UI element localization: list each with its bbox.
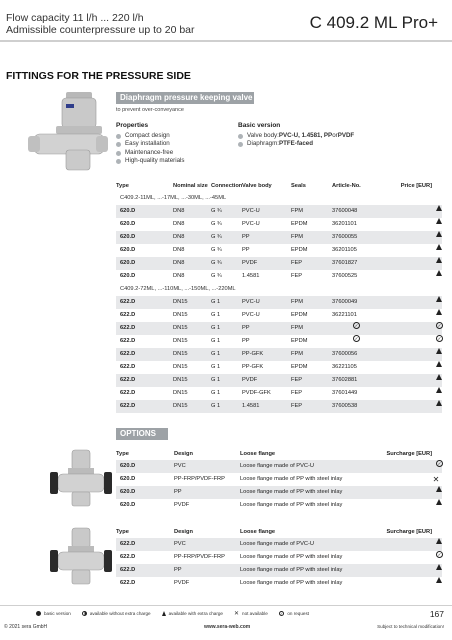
table-row: 622.D PP-FRP/PVDF-FRP Loose flange made of PP with steel inlay ✓ xyxy=(120,552,442,560)
table-row: 620.D PVC Loose flange made of PVC-U ✓ xyxy=(116,460,442,473)
half-circle-icon xyxy=(82,611,87,616)
table-row: 622.D PP Loose flange made of PP with steel inlay xyxy=(116,564,442,577)
website-link[interactable]: www.sera-web.com xyxy=(204,624,251,630)
basic-item: Valve body: PVC-U, 1.4581, PP or PVDF xyxy=(238,132,354,140)
legend-on-request: ✓ on request xyxy=(280,611,310,616)
properties-heading: Properties xyxy=(116,122,149,129)
valve-table xyxy=(116,180,442,413)
basic-version-list xyxy=(238,132,354,149)
table-row: 622.D DN15 G 1 PP FPM ✓ ✓ xyxy=(116,322,442,335)
table-row: 620.D PVDF Loose flange made of PP with steel inlay xyxy=(116,499,442,512)
table-row: 622.D PVC Loose flange made of PVC-U xyxy=(116,538,442,551)
diaphragm-note: to prevent over-conveyance xyxy=(116,107,184,113)
table-row: 620.D DN8 G ¾ PP EPDM 36201105 xyxy=(116,244,442,257)
options-table-1 xyxy=(116,448,442,512)
group-label: C409.2-72ML, ...-110ML, ...-150ML, ...-220ML xyxy=(120,286,236,292)
legend xyxy=(36,610,309,617)
diaphragm-valve-image xyxy=(26,88,116,178)
table-row: 622.D DN15 G 1 PP-GFK EPDM 36221105 xyxy=(116,361,442,374)
table-row: 622.D DN15 G 1 PVC-U FPM 37600049 xyxy=(116,296,442,309)
table-row: 622.D DN15 G 1 PVDF FEP 37602881 xyxy=(116,374,442,387)
table-row: 620.D DN8 G ¾ PVC-U FPM 37600048 xyxy=(116,205,442,218)
counterpressure: Admissible counterpressure up to 20 bar xyxy=(6,24,195,36)
flange-valve-image xyxy=(48,526,112,592)
table-row: 620.D DN8 G ¾ PVDF FEP 37601827 xyxy=(116,257,442,270)
group-label: C409.2-11ML, ...-17ML, ...-30ML, ...-45ML xyxy=(120,195,227,201)
table-header: Type Design Loose flange Surcharge [EUR] xyxy=(116,529,432,535)
legend-with-charge: available with extra charge xyxy=(162,611,223,616)
diaphragm-bar: Diaphragm pressure keeping valve xyxy=(116,92,254,104)
table-row: 620.D DN8 G ¾ PVC-U EPDM 36201101 xyxy=(116,218,442,231)
request-icon: ✓ xyxy=(280,611,284,616)
table-row: 620.D DN8 G ¾ 1.4581 FEP 37600525 xyxy=(116,270,442,283)
page-number: 167 xyxy=(429,609,444,619)
x-icon: ✕ xyxy=(432,475,440,484)
table-row: 622.D DN15 G 1 PP EPDM ✓ ✓ xyxy=(120,336,442,344)
model-title: C 409.2 ML Pro+ xyxy=(309,13,438,32)
bullet-icon xyxy=(116,134,121,139)
header-left xyxy=(6,12,195,36)
table-row: 622.D DN15 G 1 PVC-U EPDM 36221101 xyxy=(116,309,442,322)
table-row: 622.D DN15 G 1 PP-GFK FPM 37600056 xyxy=(116,348,442,361)
disclaimer: Subject to technical modification! xyxy=(377,624,444,629)
footer-divider xyxy=(0,605,452,606)
copyright: © 2021 sera GmbH xyxy=(4,624,48,630)
bullet-icon xyxy=(238,134,243,139)
table-row: 622.D DN15 G 1 PVDF-GFK FEP 37601449 xyxy=(116,387,442,400)
x-icon: ✕ xyxy=(233,611,240,617)
table-row: 622.D DN15 G 1 1.4581 FEP 37600538 xyxy=(116,400,442,413)
table-row: 620.D PP-FRP/PVDF-FRP Loose flange made of PP with steel inlay ✕ xyxy=(120,475,440,484)
table-row: 620.D PP Loose flange made of PP with steel inlay xyxy=(116,486,442,499)
table-row: 620.D DN8 G ¾ PP FPM 37600055 xyxy=(116,231,442,244)
properties-list xyxy=(116,132,185,166)
property-item: Maintenance-free xyxy=(116,149,185,157)
property-item: Easy installation xyxy=(116,140,185,148)
legend-not-available: ✕ not available xyxy=(233,611,268,617)
property-item: Compact design xyxy=(116,132,185,140)
flow-capacity: Flow capacity 11 l/h ... 220 l/h xyxy=(6,12,144,24)
options-bar: OPTIONS xyxy=(116,428,168,440)
basic-version-heading: Basic version xyxy=(238,122,281,129)
flange-valve-image xyxy=(48,448,112,514)
basic-item: Diaphragm: PTFE-faced xyxy=(238,140,354,148)
bullet-icon xyxy=(116,151,121,156)
header-divider xyxy=(0,40,452,42)
bullet-icon xyxy=(116,142,121,147)
filled-circle-icon xyxy=(36,611,41,616)
legend-without-charge: available without extra charge xyxy=(82,611,151,616)
section-title: FITTINGS FOR THE PRESSURE SIDE xyxy=(6,70,191,82)
legend-basic: basic version xyxy=(36,611,71,616)
table-header: Type Nominal size Connection Valve body Seals Article-No. Price [EUR] xyxy=(116,183,432,189)
triangle-icon xyxy=(162,611,166,616)
table-row: 622.D PVDF Loose flange made of PP with steel inlay xyxy=(116,577,442,590)
table-header: Type Design Loose flange Surcharge [EUR] xyxy=(116,451,432,457)
options-table-2 xyxy=(116,526,442,590)
bullet-icon xyxy=(116,159,121,164)
bullet-icon xyxy=(238,142,243,147)
property-item: High-quality materials xyxy=(116,157,185,165)
